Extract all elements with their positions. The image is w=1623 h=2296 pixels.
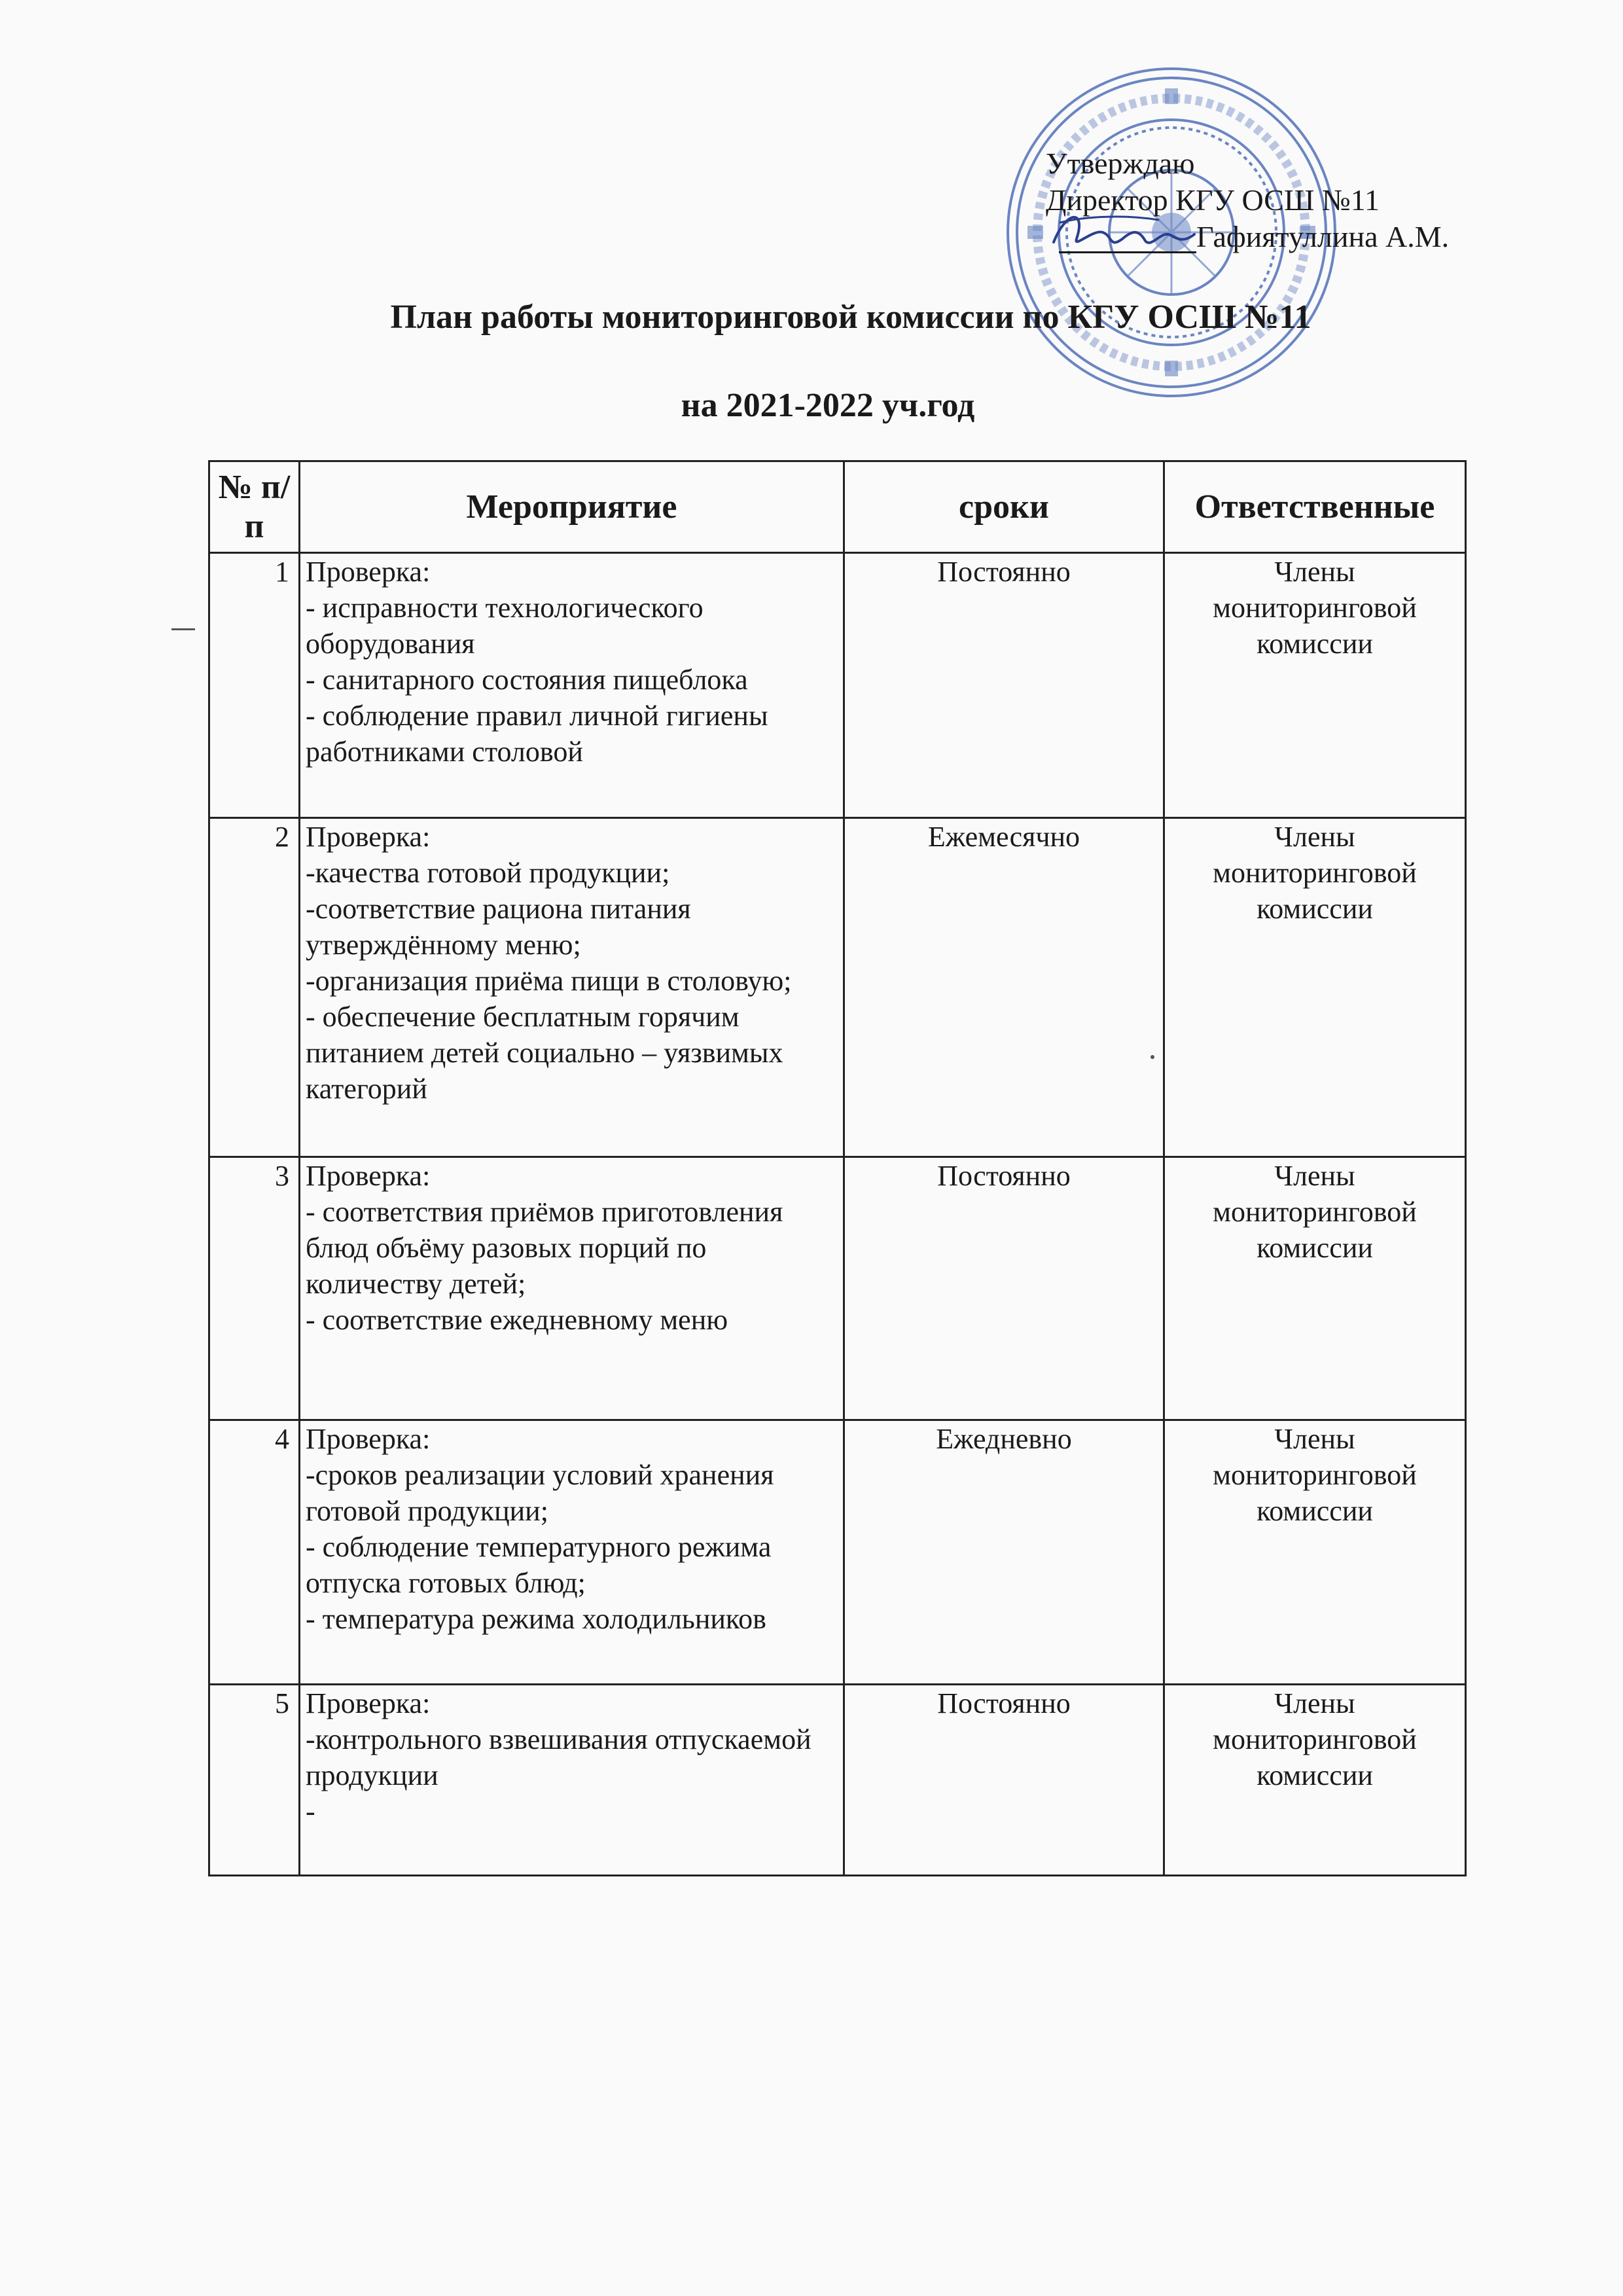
table-row bbox=[209, 1157, 1466, 1420]
event-item: - соответствие ежедневному меню bbox=[306, 1304, 728, 1336]
deadline-cell: Ежемесячно bbox=[844, 818, 1164, 1157]
event-cell bbox=[300, 1685, 844, 1876]
deadline-cell: Постоянно bbox=[844, 1157, 1164, 1420]
approval-position: Директор КГУ ОСШ №11 bbox=[1046, 183, 1380, 217]
document-title: План работы мониторинговой комиссии по КГУ ОСШ №11 bbox=[390, 298, 1311, 336]
handwritten-signature bbox=[1047, 203, 1198, 262]
approval-signatory-name: Гафиятуллина А.М. bbox=[1196, 220, 1450, 253]
event-item: - санитарного состояния пищеблока bbox=[306, 664, 748, 696]
event-cell bbox=[300, 1157, 844, 1420]
event-cell bbox=[300, 1420, 844, 1685]
event-item: -контрольного взвешивания отпускаемой продукции bbox=[306, 1723, 812, 1791]
table-header-row bbox=[209, 461, 1466, 553]
event-item: -соответствие рациона питания утверждённому меню; bbox=[306, 893, 691, 961]
event-item: - исправности технологического оборудования bbox=[306, 592, 704, 660]
document-subtitle: на 2021-2022 уч.год bbox=[681, 387, 975, 424]
row-number: 5 bbox=[209, 1685, 300, 1876]
event-item: - обеспечение бесплатным горячим питанием детей социально – уязвимых категорий bbox=[306, 1001, 783, 1105]
scan-mark bbox=[1150, 1055, 1154, 1059]
responsible-cell: Члены мониторинговой комиссии bbox=[1164, 818, 1466, 1157]
table-row bbox=[209, 1420, 1466, 1685]
responsible-cell: Члены мониторинговой комиссии bbox=[1164, 1685, 1466, 1876]
approval-heading: Утверждаю bbox=[1046, 147, 1195, 180]
event-item: -организация приёма пищи в столовую; bbox=[306, 965, 792, 997]
event-item: -качества готовой продукции; bbox=[306, 857, 670, 889]
event-heading: Проверка: bbox=[306, 821, 431, 853]
event-heading: Проверка: bbox=[306, 556, 431, 588]
row-number: 2 bbox=[209, 818, 300, 1157]
event-heading: Проверка: bbox=[306, 1160, 431, 1192]
header-num: № п/п bbox=[209, 461, 300, 553]
event-cell bbox=[300, 553, 844, 818]
event-item: - bbox=[306, 1795, 315, 1827]
event-cell bbox=[300, 818, 844, 1157]
responsible-cell: Члены мониторинговой комиссии bbox=[1164, 1157, 1466, 1420]
row-number: 1 bbox=[209, 553, 300, 818]
event-heading: Проверка: bbox=[306, 1687, 431, 1719]
table-row bbox=[209, 1685, 1466, 1876]
responsible-cell: Члены мониторинговой комиссии bbox=[1164, 553, 1466, 818]
deadline-cell: Ежедневно bbox=[844, 1420, 1164, 1685]
event-item: - соблюдение температурного режима отпуска готовых блюд; bbox=[306, 1531, 772, 1599]
header-event: Мероприятие bbox=[300, 461, 844, 553]
header-responsible: Ответственные bbox=[1164, 461, 1466, 553]
event-heading: Проверка: bbox=[306, 1423, 431, 1455]
table-row bbox=[209, 553, 1466, 818]
deadline-cell: Постоянно bbox=[844, 1685, 1164, 1876]
header-deadline: сроки bbox=[844, 461, 1164, 553]
responsible-cell: Члены мониторинговой комиссии bbox=[1164, 1420, 1466, 1685]
event-item: - соблюдение правил личной гигиены работниками столовой bbox=[306, 700, 768, 768]
deadline-cell: Постоянно bbox=[844, 553, 1164, 818]
row-number: 4 bbox=[209, 1420, 300, 1685]
scan-mark bbox=[171, 628, 195, 630]
row-number: 3 bbox=[209, 1157, 300, 1420]
event-item: -сроков реализации условий хранения готовой продукции; bbox=[306, 1459, 774, 1527]
event-item: - соответствия приёмов приготовления блюд объёму разовых порций по количеству детей; bbox=[306, 1196, 783, 1300]
table-row bbox=[209, 818, 1466, 1157]
event-item: - температура режима холодильников bbox=[306, 1603, 766, 1635]
plan-table bbox=[208, 460, 1467, 1876]
